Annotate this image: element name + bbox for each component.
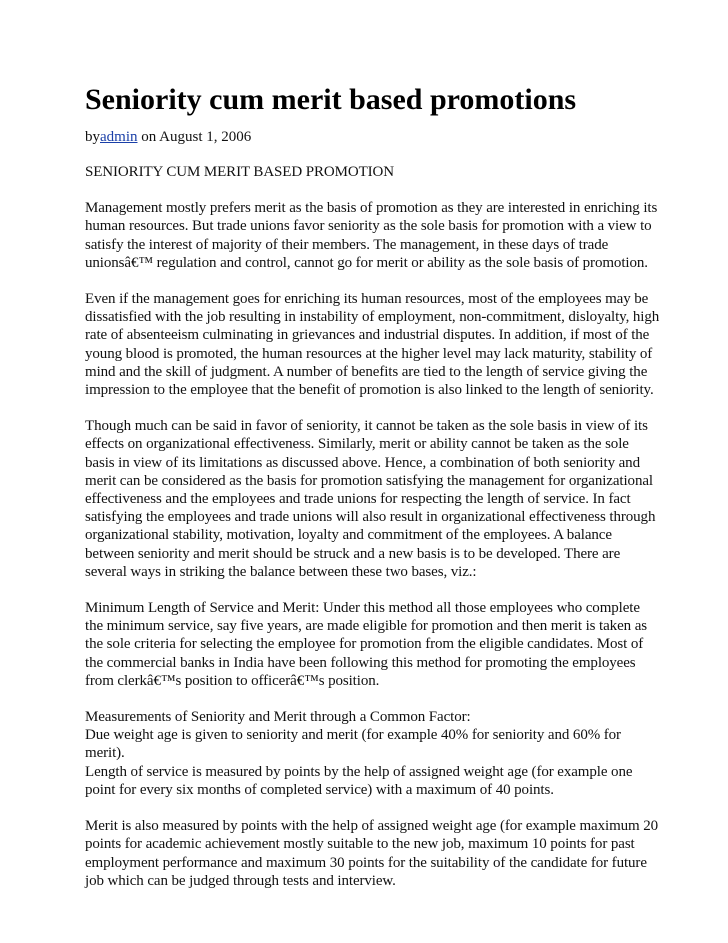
paragraph-line: Though much can be said in favor of seniority, it cannot be taken as the sole basis in view of its xyxy=(85,418,648,435)
paragraph-line: Minimum Length of Service and Merit: Under this method all those employees who complete xyxy=(85,600,640,617)
paragraph-line: employment performance and maximum 30 points for the suitability of the candidate for future xyxy=(85,854,647,871)
article-body xyxy=(85,199,660,890)
paragraph-line: between seniority and merit should be struck and a new basis is to be developed. There are xyxy=(85,545,621,562)
paragraph xyxy=(85,817,659,890)
paragraph-line: merit can be considered as the basis for promotion satisfying the management for organizational xyxy=(85,472,653,489)
paragraph-line: several ways in striking the balance between these two bases, viz.: xyxy=(85,563,477,580)
paragraph-line: dissatisfied with the job resulting in instability of employment, non-commitment, disloyalty, high xyxy=(85,309,660,326)
byline xyxy=(85,128,655,146)
paragraph-line: organizational stability, motivation, loyalty and commitment of the employees. A balance xyxy=(85,527,612,544)
paragraph-line: the sole criteria for selecting the employee for promotion from the eligible candidates. Most of xyxy=(85,636,644,653)
paragraph-line: human resources. But trade unions favor seniority as the sole basis for promotion with a view to xyxy=(85,218,652,235)
paragraph-line: impression to the employee that the benefit of promotion is also linked to the length of seniority. xyxy=(85,382,654,399)
paragraph-line: rate of absenteeism culminating in grievances and industrial disputes. In addition, if most of the xyxy=(85,327,650,344)
page-title: Seniority cum merit based promotions xyxy=(85,83,577,116)
publish-date: on August 1, 2006 xyxy=(137,129,252,145)
article xyxy=(85,82,660,908)
paragraph-line: unionsâ€™ regulation and control, cannot go for merit or ability as the sole basis of promotion. xyxy=(85,254,648,271)
paragraph xyxy=(85,417,655,581)
paragraph-line: the minimum service, say five years, are made eligible for promotion and then merit is taken as xyxy=(85,618,647,635)
paragraph-line: satisfying the employees and trade unions will also result in organizational effectiveness through xyxy=(85,509,656,526)
paragraph-line: Merit is also measured by points with the help of assigned weight age (for example maximum 20 xyxy=(85,818,659,835)
paragraph-line: Measurements of Seniority and Merit through a Common Factor: xyxy=(85,709,471,726)
paragraph-line: points for academic achievement mostly suitable to the new job, maximum 10 points for past xyxy=(85,836,635,853)
paragraph-line: satisfy the interest of majority of their members. The management, in these days of trade xyxy=(85,236,609,253)
paragraph-line: basis in view of its limitations as discussed above. Hence, a combination of both seniority and xyxy=(85,454,640,471)
paragraph xyxy=(85,290,660,399)
article-heading: SENIORITY CUM MERIT BASED PROMOTION xyxy=(85,164,395,180)
byline-prefix: by xyxy=(85,129,100,145)
paragraph-line: merit). xyxy=(85,745,125,762)
author-link[interactable]: admin xyxy=(100,129,138,145)
paragraph xyxy=(85,708,655,799)
paragraph-line: point for every six months of completed service) with a maximum of 40 points. xyxy=(85,781,554,798)
paragraph-line: job which can be judged through tests and interview. xyxy=(85,872,396,889)
paragraph xyxy=(85,199,658,272)
paragraph-line: effectiveness and the employees and trade unions for respecting the length of service. In fact xyxy=(85,491,631,508)
paragraph-line: Even if the management goes for enriching its human resources, most of the employees may be xyxy=(85,291,649,308)
paragraph-line: Length of service is measured by points by the help of assigned weight age (for example one xyxy=(85,763,633,780)
paragraph-line: Due weight age is given to seniority and merit (for example 40% for seniority and 60% for xyxy=(85,727,621,744)
paragraph xyxy=(85,599,655,690)
paragraph-line: effects on organizational effectiveness. Similarly, merit or ability cannot be taken as the sole xyxy=(85,436,629,453)
paragraph-line: mind and the skill of judgment. A number of benefits are tied to the length of service giving the xyxy=(85,363,648,380)
paragraph-line: the commercial banks in India have been following this method for promoting the employees xyxy=(85,654,636,671)
paragraph-line: Management mostly prefers merit as the basis of promotion as they are interested in enriching its xyxy=(85,200,658,217)
paragraph-line: young blood is promoted, the human resources at the higher level may lack maturity, stability of xyxy=(85,345,653,362)
paragraph-line: from clerkâ€™s position to officerâ€™s position. xyxy=(85,672,380,689)
